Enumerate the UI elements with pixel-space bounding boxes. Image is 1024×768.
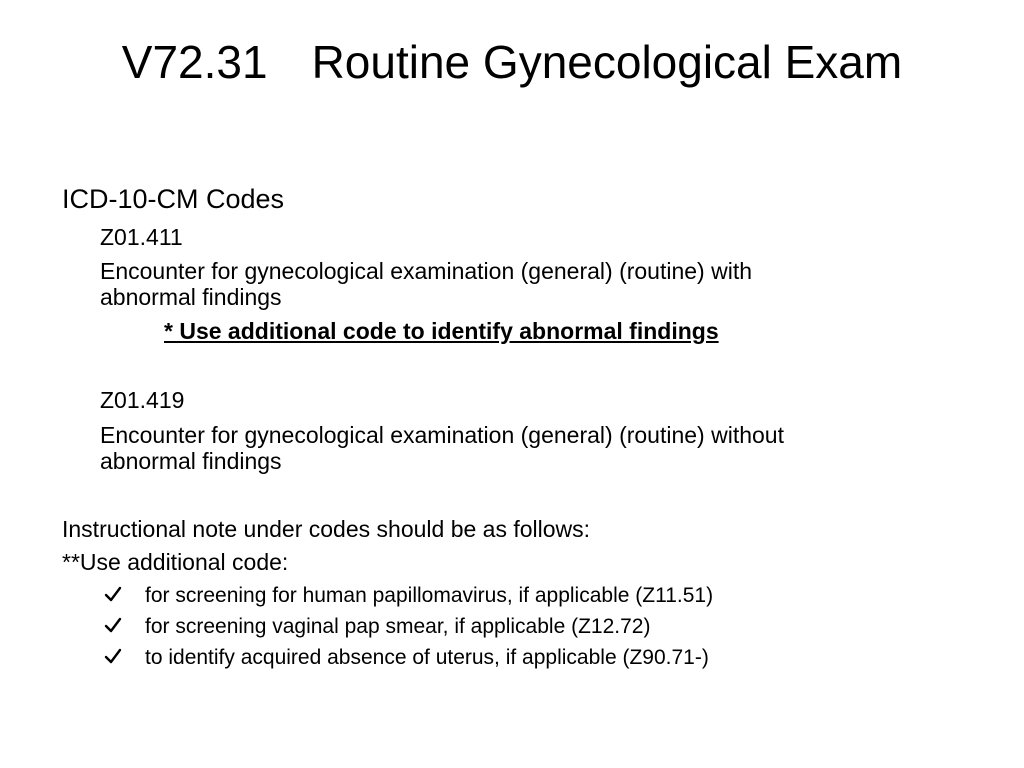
code-z01-419-description-line1: Encounter for gynecological examination (general) (routine) without: [100, 422, 784, 448]
title-text: Routine Gynecological Exam: [311, 36, 903, 88]
checklist-item-pap-smear: for screening vaginal pap smear, if applicable (Z12.72): [145, 615, 651, 638]
additional-code-note: * Use additional code to identify abnormal findings: [164, 318, 719, 344]
code-z01-419-description-line2: abnormal findings: [100, 448, 282, 474]
checklist-item-hpv: for screening for human papillomavirus, if applicable (Z11.51): [145, 584, 714, 607]
checkmark-icon: [104, 616, 126, 634]
instruction-subheading: **Use additional code:: [62, 549, 289, 575]
checkmark-icon: [104, 585, 126, 603]
slide-title: [0, 30, 1024, 94]
code-z01-411-description-line1: Encounter for gynecological examination (general) (routine) with: [100, 258, 753, 284]
code-z01-419: Z01.419: [100, 387, 185, 413]
title-code: V72.31: [121, 36, 268, 88]
code-z01-411-description-line2: abnormal findings: [100, 284, 282, 310]
checkmark-icon: [104, 647, 126, 665]
instruction-heading: Instructional note under codes should be as follows:: [62, 516, 591, 542]
section-heading: ICD-10-CM Codes: [62, 184, 285, 214]
checklist-item-uterus-absence: to identify acquired absence of uterus, if applicable (Z90.71-): [145, 646, 709, 669]
code-z01-411: Z01.411: [100, 224, 183, 250]
